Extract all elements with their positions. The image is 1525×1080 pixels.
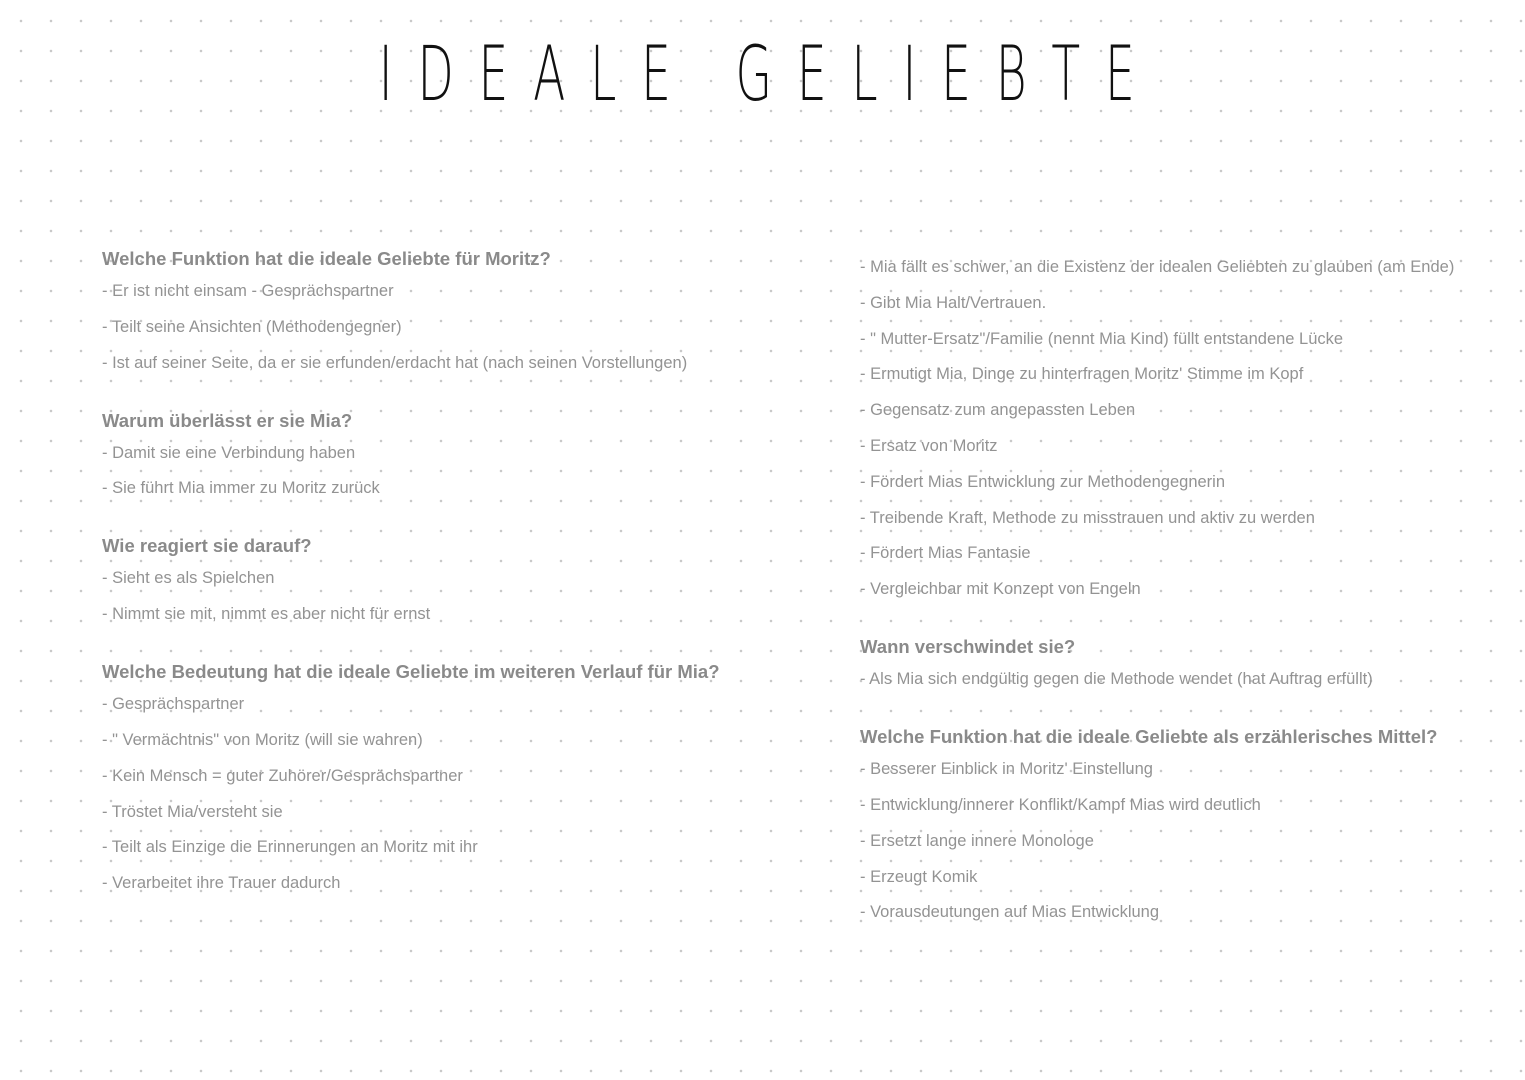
answer-item: - Erzeugt Komik [860, 867, 978, 886]
answer-item: - Fördert Mias Fantasie [860, 544, 1031, 563]
question-heading: Wann verschwindet sie? [860, 636, 1076, 658]
section-erzaehlerisches-mittel [860, 724, 1460, 921]
answer-item: - Gibt Mia Halt/Vertrauen. [860, 293, 1047, 312]
answer-item: - Mia fällt es schwer, an die Existenz der idealen Geliebten zu glauben (am Ende) [860, 258, 1455, 276]
answer-item: - Sieht es als Spielchen [102, 569, 275, 588]
section-bedeutung-fortsetzung [860, 258, 1460, 598]
page-title: IDEALE GELIEBTE [378, 29, 1160, 118]
answer-item: - Nimmt sie mit, nimmt es aber nicht für ernst [102, 605, 431, 624]
answer-item: - Verarbeitet ihre Trauer dadurch [102, 874, 341, 893]
answer-item: - Treibende Kraft, Methode zu misstrauen und aktiv zu werden [860, 508, 1315, 527]
answer-item: - Ist auf seiner Seite, da er sie erfunden/erdacht hat (nach seinen Vorstellungen) [102, 353, 688, 372]
answer-item: - Fördert Mias Entwicklung zur Methodengegnerin [860, 472, 1226, 491]
answer-item: - " Vermächtnis" von Moritz (will sie wahren) [102, 730, 423, 749]
answer-item: - Entwicklung/innerer Konflikt/Kampf Mias wird deutlich [860, 795, 1261, 814]
answer-item: - Teilt seine Ansichten (Methodengegner) [102, 317, 402, 336]
answer-item: - Vorausdeutungen auf Mias Entwicklung [860, 903, 1160, 922]
answer-item: - " Mutter-Ersatz"/Familie (nennt Mia Kind) füllt entstandene Lücke [860, 329, 1344, 348]
answer-item: - Gegensatz zum angepassten Leben [860, 401, 1136, 420]
answer-item: - Vergleichbar mit Konzept von Engeln [860, 580, 1141, 599]
question-heading: Welche Funktion hat die ideale Geliebte für Moritz? [102, 248, 551, 269]
answer-item: - Ersatz von Moritz [860, 436, 998, 455]
section-bedeutung-fuer-mia [102, 659, 802, 892]
answer-item: - Ersetzt lange innere Monologe [860, 831, 1094, 850]
answer-item: - Gesprächspartner [102, 695, 245, 714]
question-heading: Wie reagiert sie darauf? [102, 535, 312, 557]
section-warum-ueberlaesst [102, 408, 802, 498]
answer-item: - Teilt als Einzige die Erinnerungen an Moritz mit ihr [102, 838, 478, 857]
answer-item: - Besserer Einblick in Moritz' Einstellung [860, 760, 1153, 779]
question-heading: Warum überlässt er sie Mia? [102, 409, 353, 431]
question-heading: Welche Bedeutung hat die ideale Geliebte im weiteren Verlauf für Mia? [102, 661, 720, 683]
answer-item: - Tröstet Mia/versteht sie [102, 802, 283, 821]
answer-item: - Ermutigt Mia, Dinge zu hinterfragen Moritz' Stimme im Kopf [860, 365, 1304, 384]
answer-item: - Sie führt Mia immer zu Moritz zurück [102, 479, 380, 498]
section-wie-reagiert [102, 533, 802, 623]
right-column [860, 258, 1460, 957]
answer-item: - Kein Mensch = guter Zuhörer/Gesprächspartner [102, 766, 463, 785]
answer-item: - Damit sie eine Verbindung haben [102, 443, 356, 462]
section-funktion-fuer-moritz [102, 246, 802, 372]
answer-item: - Als Mia sich endgültig gegen die Methode wendet (hat Auftrag erfüllt) [860, 670, 1373, 689]
left-column [102, 246, 802, 928]
section-wann-verschwindet [860, 634, 1460, 688]
answer-item: - Er ist nicht einsam - Gesprächspartner [102, 282, 394, 300]
question-heading: Welche Funktion hat die ideale Geliebte als erzählerisches Mittel? [860, 726, 1438, 748]
